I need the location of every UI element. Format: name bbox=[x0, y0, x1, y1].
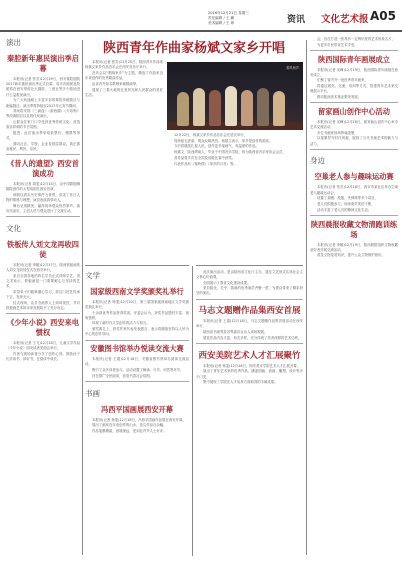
section-name: 资讯 bbox=[287, 15, 306, 25]
article-body: 本报讯(记者 李娜)12月19日，陕西晨报组织文物收藏爱好者开展交流活动， 普及文物鉴赏知识，提升公众文物保护意识。 bbox=[310, 242, 398, 258]
column-rule bbox=[192, 266, 193, 556]
column-left bbox=[6, 33, 80, 558]
headline: 秦腔新年惠民演出季启幕 bbox=[7, 54, 79, 73]
headline: 留家画山创作中心活动 bbox=[318, 106, 390, 116]
lead-body: 12月22日，杨斌文家乡作品音乐会在延安举行， 现场座无虚席，观众反响热烈。杨斌文表示，家乡是创作的源泉， 今后将继续扎根人民，创作更多接地气、有温度的作品。 杨斌文，陕西渭南人，毕业于中国音乐学院，现为陕西省音乐家协会会员， 其作品曾多次在全国及省级比赛中获奖。 代表作品有《秦岭情》《家乡的月亮》等。 bbox=[174, 133, 286, 166]
article-body: 本报讯(记者 张芳)12月19日，西安秦腔剧院2017新年惠民演出季正式启幕，省市各剧团及院团将在西安易俗社大剧院、三意社等多个剧场进行公益惠民演出， 为广大戏迷献上丰富多彩的秦腔传统剧目与新编剧目。演出季将持续至2017年元宵节期间， 其间将安排《三滴血》《游西湖》《火焰驹》等经典剧目以及现代戏演出， 让群众在家门口享受到优秀传统文化，营造欢乐祥和的节日氛围。 据悉，此次演出季采取低票价、赠票等形式， 面向社区、学校、企业及基层群众，真正做到惠民、利民、乐民。 bbox=[6, 77, 80, 152]
article-body: 本报讯(记者 王超)12月16日，安徽省图书馆举办阅读交流活动， 吸引了众多读者参与。活动设置了朗诵、分享、问答等环节， 旨在推广全民阅读，营造书香社会氛围。 bbox=[85, 357, 189, 378]
column-right bbox=[310, 33, 398, 558]
article-body: 本报讯(记者 周雯)12月15日，由中国歌剧舞剧院创作的大型话剧在西安首演， 该剧以真实历史事件为背景，讲述了昔日人物的情感与理想，演员表演真挚动人， 舞台呈现精美，赢得现场观众热烈掌声。演出结束后，主创人员与观众进行了交流互动。 bbox=[6, 181, 80, 213]
concert-photo bbox=[167, 62, 303, 130]
divider bbox=[310, 50, 398, 51]
lead-headline: 陕西青年作曲家杨斌文家乡开唱 bbox=[102, 41, 285, 56]
paper-name: 文化艺术报 bbox=[321, 14, 369, 25]
article-body: 会，旨在打造一张具有一定辨识度的艺术形象名片， 为更多市民带来艺术享受。 bbox=[317, 37, 395, 47]
divider bbox=[196, 299, 303, 300]
headline: 安徽图书馆举办悦读交流大赛 bbox=[90, 344, 184, 354]
divider bbox=[310, 215, 398, 216]
section-tag: 书画 bbox=[85, 388, 100, 398]
article-body: 本报讯(记者 王超)12月18日，马志文题赠作品集首展活动在西安举行， 陕西省书画界及各界嘉宾百余人到场观展， 展览作品内容丰富，形式多样，充分体现了作者深厚的艺术功底。 bbox=[196, 319, 303, 340]
article-body: 本报讯(记者 张芳)12月18日，西安市某社区举办空巢老人趣味运动会， 设置了套圈、投篮、夹弹珠等多个项目， 老人们积极参与，现场欢声笑语不断， 活动丰富了老人们的精神文化生活。 bbox=[310, 185, 398, 212]
divider bbox=[310, 149, 398, 150]
headline: 西安美院艺术人才汇展聚竹 bbox=[198, 350, 301, 361]
lead-intro: 本报讯(记者 张芳)12月20日，陕西青年作曲家杨斌文家乡作品音乐会在西安音乐厅举行。 音乐会以“唱响家乡”为主题，精选了作曲家近年来创作的优秀歌曲作品， 由省内外知名歌唱家倾情演绎， 展现了三秦大地的壮美风光和人民群众的美好生活。 bbox=[85, 60, 163, 97]
headline: 冯西平国画展西安开幕 bbox=[101, 404, 173, 414]
article-body: 本报讯(记者 杨雯)12月16日，西安美术学院艺术人才汇展开幕， 展出了青年艺术家的优秀作品，涵盖国画、油画、雕塑、设计等多个门类， 集中展现了学院在人才培养方面取得的丰硕成果。 bbox=[196, 363, 303, 385]
masthead bbox=[0, 0, 402, 32]
section-tag: 文化 bbox=[6, 223, 21, 233]
headline: 空巢老人参与趣味运动赛 bbox=[314, 172, 394, 182]
divider bbox=[196, 343, 303, 344]
column-rule bbox=[82, 40, 83, 555]
headline: 《昔人的遗望》西安首演成功 bbox=[7, 158, 79, 178]
section-tag: 演出 bbox=[6, 38, 21, 47]
divider bbox=[85, 381, 189, 382]
divider bbox=[6, 154, 80, 155]
headline: 陕西晨报收藏文物清跑训练场 bbox=[310, 219, 398, 239]
divider bbox=[310, 102, 398, 103]
divider bbox=[6, 216, 80, 217]
headline: 国家级西南文学奖颁奖礼举行 bbox=[90, 286, 184, 296]
article-body: 本报讯(记者 吴峰)12月19日，陕西国际青年画展在西安成立， 汇聚了省内外一批优秀青年画家， 将通过展览、交流、培训等方式，搭建青年艺术家交流展示平台， 推动陕西美术事业繁荣发展。 bbox=[310, 67, 398, 100]
section-tag: 身边 bbox=[310, 156, 325, 166]
article-body: 本报讯(记者 吴峰)12月16日，留家画山创作中心举办艺术交流活动， 多位书画家现场挥毫泼墨， 以笔墨抒写时代风貌，展现了当代书画艺术的魅力与活力。 bbox=[310, 119, 398, 146]
photo-caption: 秦风杨声 bbox=[286, 66, 299, 70]
issue-date: 2016年12月21日 星期三 责任编辑 / 王 鹏 美术编辑 / 王 珍 bbox=[208, 11, 249, 25]
article-body: 此次演出活动，是由陕西省文化厅主办，通过文艺形式弘扬社会主义核心价值观， 全面展示了我省文化建设成果。 来自陕北、关中、陕南的优秀演员齐聚一堂，为观众带来了精彩纷呈的演出。 bbox=[196, 269, 303, 296]
column-middle bbox=[85, 265, 189, 558]
headline: 马志文题赠作品集西安首展 bbox=[198, 306, 301, 317]
section-tag: 文学 bbox=[85, 270, 100, 280]
article-body: 本报讯(记者 杨雯)12月20日，第三届国家级西南地区文学奖颁奖典礼举行， 十余部优秀作品获得奖项，评委会认为，获奖作品题材丰富、视角独特， 体现了新时代文学创作的活力与担当。 颁奖典礼上，获奖作家代表发表感言，表示将继续坚持以人民为中心的创作导向。 bbox=[85, 299, 189, 337]
headline: 陕西国际青年画展成立 bbox=[318, 54, 390, 64]
headline: 铁板传人刘文龙再收四徒 bbox=[7, 239, 79, 259]
column-rule bbox=[306, 40, 307, 555]
article-body: 本报讯(记者 杨雯)12月18日，冯西平国画作品展在西安开幕， 展出了画家近年来创作的山水、花鸟作品百余幅， 作品笔墨精湛，意境深远，受到业内外人士好评。 bbox=[92, 417, 186, 433]
headline: 《少年小说》西安来电惯权 bbox=[7, 317, 79, 337]
article-body: 本报讯(记者 王飞)12月18日，儿童文学作品《少年小说》西安读者见面会举行， 作者与现场读者分享了创作心得，鼓励孩子们多读书、读好书，在阅读中成长。 bbox=[6, 340, 80, 361]
column-center bbox=[196, 265, 303, 558]
page-number: A05 bbox=[370, 9, 396, 23]
divider bbox=[85, 340, 189, 341]
article-body: 本报讯(记者 李娜)12月17日，陕西铁板画传人刘文龙收徒仪式在西安举行， 来自全国各地的四名学员正式拜师学艺。刘文龙表示，铁板画是一门需要耐心与坚持的艺术， 希望弟子们能够潜心学习，将这门技艺传承下去，发扬光大。 仪式现场，众多书画界人士到场祝贺，并对铁板画艺术的未来发展给予了充分肯定。 bbox=[6, 262, 80, 310]
lead-story bbox=[85, 33, 303, 263]
divider bbox=[6, 313, 80, 314]
